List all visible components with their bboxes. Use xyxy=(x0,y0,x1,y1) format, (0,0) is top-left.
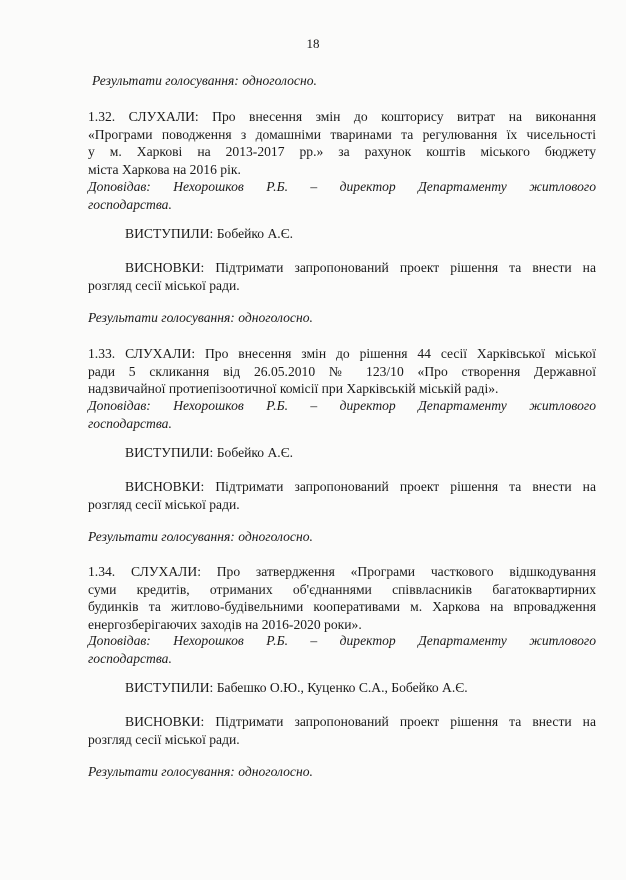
conclusions-line: розгляд сесії міської ради. xyxy=(88,731,240,747)
item-1-34-heard xyxy=(88,563,596,633)
intro-voting-result: Результати голосування: одноголосно. xyxy=(92,73,317,88)
item-1-33-heard xyxy=(88,345,596,398)
speaker-line: Доповідав: Нехорошков Р.Б. – директор Департаменту житлового xyxy=(88,179,596,194)
item-1-32-heard xyxy=(88,108,596,178)
heard-line: у м. Харкові на 2013-2017 рр.» за рахунок коштів міського бюджету xyxy=(88,144,596,159)
item-1-33-conclusions xyxy=(88,478,596,513)
item-1-34-result: Результати голосування: одноголосно. xyxy=(88,764,313,779)
item-1-32-result: Результати голосування: одноголосно. xyxy=(88,310,313,325)
heard-line: міста Харкова на 2016 рік. xyxy=(88,161,241,177)
heard-line: ради 5 скликання від 26.05.2010 № 123/10 «Про створення Державної xyxy=(88,363,596,379)
item-1-32-spoke: ВИСТУПИЛИ: Бобейко А.Є. xyxy=(125,226,294,241)
heard-line: енергозберігаючих заходів на 2016-2020 роки». xyxy=(88,616,362,632)
item-1-34-spoke: ВИСТУПИЛИ: Бабешко О.Ю., Куценко С.А., Бобейко А.Є. xyxy=(125,680,468,695)
item-1-32-conclusions xyxy=(88,259,596,294)
speaker-line: господарства. xyxy=(88,650,172,666)
conclusions-line: ВИСНОВКИ: Підтримати запропонований проект рішення та внести на xyxy=(125,479,596,494)
conclusions-line: ВИСНОВКИ: Підтримати запропонований проект рішення та внести на xyxy=(125,714,596,729)
heard-line: 1.34. СЛУХАЛИ: Про затвердження «Програми часткового відшкодування xyxy=(88,564,596,579)
item-1-33-spoke: ВИСТУПИЛИ: Бобейко А.Є. xyxy=(125,445,294,460)
heard-line: надзвичайної протиепізоотичної комісії при Харківській міській раді». xyxy=(88,381,499,396)
conclusions-line: розгляд сесії міської ради. xyxy=(88,496,240,512)
heard-line: 1.32. СЛУХАЛИ: Про внесення змін до кошторису витрат на виконання xyxy=(88,109,596,124)
conclusions-line: розгляд сесії міської ради. xyxy=(88,277,240,293)
item-1-32-speaker xyxy=(88,178,596,213)
item-1-34-conclusions xyxy=(88,713,596,748)
conclusions-line: ВИСНОВКИ: Підтримати запропонований проект рішення та внести на xyxy=(125,260,596,275)
page-number: 18 xyxy=(306,36,320,51)
heard-line: будинків та житлово-будівельними кооперативами м. Харкова на впровадження xyxy=(88,599,596,614)
item-1-34-speaker xyxy=(88,632,596,667)
heard-line: суми кредитів, отриманих об'єднаннями співвласників багатоквартирних xyxy=(88,581,596,597)
heard-line: 1.33. СЛУХАЛИ: Про внесення змін до рішення 44 сесії Харківської міської xyxy=(88,346,596,361)
heard-line: «Програми поводження з домашніми тваринами та регулювання їх чисельності xyxy=(88,126,596,142)
speaker-line: Доповідав: Нехорошков Р.Б. – директор Департаменту житлового xyxy=(88,633,596,648)
item-1-33-result: Результати голосування: одноголосно. xyxy=(88,529,313,544)
speaker-line: Доповідав: Нехорошков Р.Б. – директор Департаменту житлового xyxy=(88,398,596,413)
speaker-line: господарства. xyxy=(88,196,172,212)
speaker-line: господарства. xyxy=(88,415,172,431)
item-1-33-speaker xyxy=(88,397,596,432)
